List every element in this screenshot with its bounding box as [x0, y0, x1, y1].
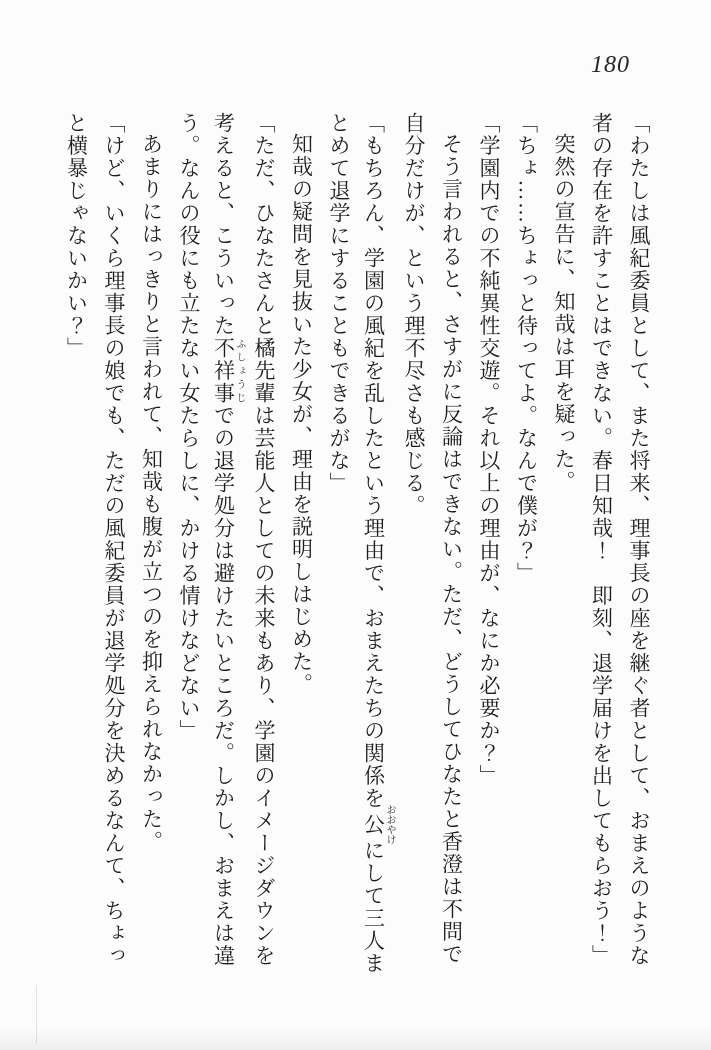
text-line: [620, 112, 658, 984]
text-line: [470, 112, 508, 984]
text-line: [582, 112, 620, 984]
text-run: 突然の宣告に、知哉は耳を疑った。: [552, 133, 576, 493]
text-run: 「もちろん、学園の風紀を乱したという理由で、おまえたちの関係を: [361, 112, 386, 810]
text-line: [207, 112, 245, 984]
text-line: [245, 112, 283, 984]
text-run: での退学処分は避けたいところだ。しかし、おまえは違: [211, 404, 236, 967]
text-line: [282, 112, 320, 984]
scan-line-artifact: [36, 985, 37, 1043]
furigana-ruby: 公おおやけ: [361, 804, 395, 845]
text-line: [95, 112, 133, 984]
text-line: [132, 112, 170, 984]
text-run: 「わたしは風紀委員として、また将来、理事長の座を継ぐ者として、おまえのような: [627, 112, 651, 967]
text-run: あまりにはっきりと言われて、知哉も腹が立つのを抑えられなかった。: [139, 133, 164, 853]
text-run: 知哉の疑問を見抜いた少女が、理由を説明しはじめた。: [289, 133, 314, 696]
text-line: [395, 112, 433, 984]
text-run: 自分だけが、という理不尽さも感じる。: [402, 112, 426, 517]
page-number: 180: [591, 52, 630, 78]
furigana-ruby: 不祥事ふしょうじ: [211, 337, 245, 405]
text-run: とめて退学にすることもできるがな」: [327, 112, 351, 495]
text-run: う。なんの役にも立たない女たらしに、かける情けなどない」: [177, 112, 201, 742]
text-line: [432, 112, 470, 984]
text-run: 者の存在を許すことはできない。春日知哉！ 即刻、退学届けを出してもらおう！」: [589, 112, 614, 967]
text-line: [507, 112, 545, 984]
text-run: そう言われると、さすがに反論はできない。ただ、どうしてひなたと香澄は不問で: [439, 133, 464, 966]
text-run: 「ちょ……ちょっと待ってよ。なんで僕が？」: [514, 112, 539, 585]
text-line: [320, 112, 358, 984]
text-line: [170, 112, 208, 984]
text-line: [357, 112, 395, 984]
text-run: と横暴じゃないかい？」: [64, 112, 89, 360]
text-run: 考えると、こういった: [211, 112, 236, 337]
text-line: [545, 112, 583, 984]
page-edge-shadow: [0, 1028, 711, 1050]
text-run: 「学園内での不純異性交遊。それ以上の理由が、なにか必要か？」: [477, 112, 501, 787]
text-block: [57, 112, 657, 984]
text-line: [57, 112, 95, 984]
text-run: 「ただ、ひなたさんと橘先輩は芸能人としての未来もあり、学園のイメージダウンを: [252, 112, 276, 967]
text-run: 「けど、いくら理事長の娘でも、ただの風紀委員が退学処分を決めるなんて、ちょっ: [102, 112, 126, 967]
text-run: にして三人ま: [361, 839, 386, 975]
